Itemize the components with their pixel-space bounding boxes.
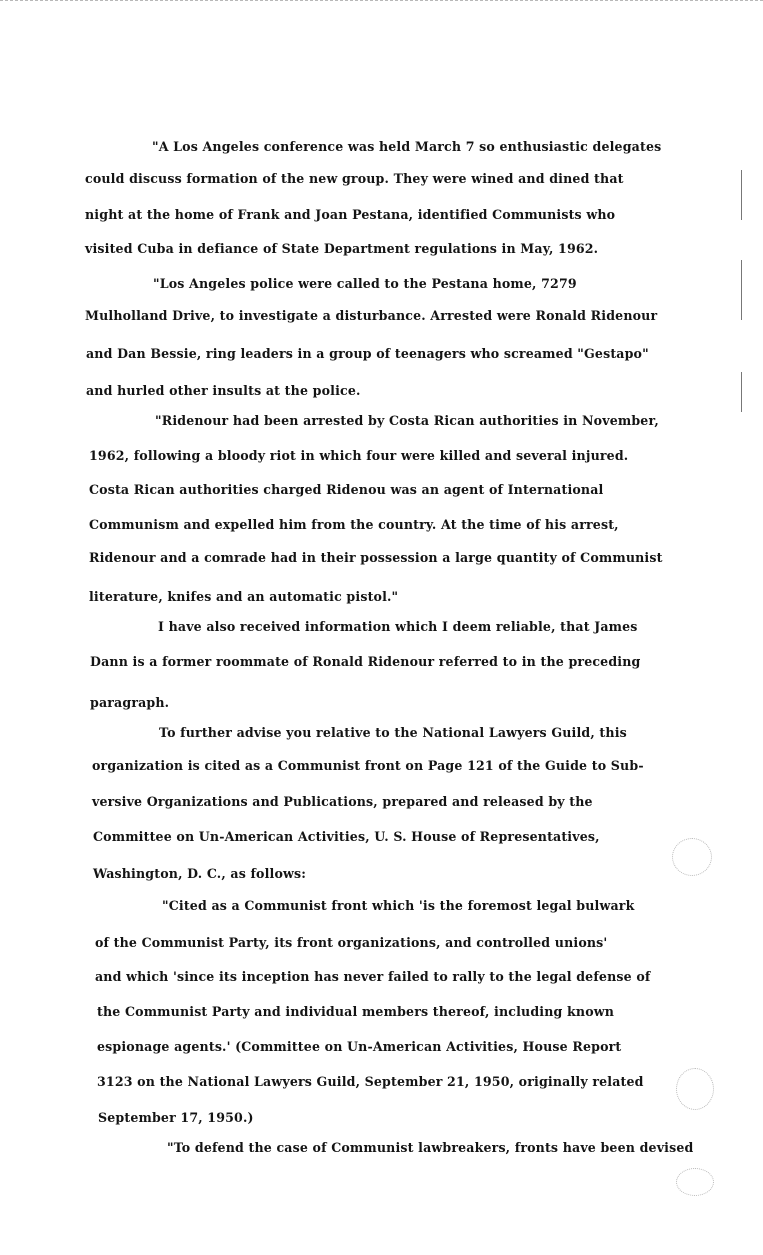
text-line: "A Los Angeles conference was held March 7 so enthusiastic delegates (152, 139, 662, 154)
text-line: "Cited as a Communist front which 'is the foremost legal bulwark (162, 898, 635, 913)
margin-mark (741, 372, 742, 412)
text-line: of the Communist Party, its front organizations, and controlled unions' (95, 935, 608, 950)
text-line: 3123 on the National Lawyers Guild, September 21, 1950, originally related (97, 1074, 644, 1089)
text-line: "Los Angeles police were called to the Pestana home, 7279 (153, 276, 577, 291)
scan-speck (676, 1068, 714, 1110)
text-line: paragraph. (90, 695, 170, 710)
text-line: "To defend the case of Communist lawbreakers, fronts have been devised (167, 1140, 694, 1155)
text-line: Dann is a former roommate of Ronald Ridenour referred to in the preceding (90, 654, 641, 669)
scan-speck (676, 1168, 714, 1196)
page-top-edge (0, 0, 763, 1)
margin-mark (741, 260, 742, 320)
text-line: Ridenour and a comrade had in their possession a large quantity of Communist (89, 550, 663, 565)
text-line: Mulholland Drive, to investigate a disturbance. Arrested were Ronald Ridenour (85, 308, 658, 323)
text-line: To further advise you relative to the National Lawyers Guild, this (159, 725, 627, 740)
text-line: visited Cuba in defiance of State Department regulations in May, 1962. (85, 241, 599, 256)
text-line: the Communist Party and individual members thereof, including known (97, 1004, 615, 1019)
text-line: versive Organizations and Publications, prepared and released by the (92, 794, 593, 809)
text-line: 1962, following a bloody riot in which four were killed and several injured. (89, 448, 629, 463)
text-line: organization is cited as a Communist front on Page 121 of the Guide to Sub- (92, 758, 644, 773)
text-line: "Ridenour had been arrested by Costa Rican authorities in November, (155, 413, 659, 428)
text-line: I have also received information which I deem reliable, that James (158, 619, 638, 634)
text-line: and which 'since its inception has never failed to rally to the legal defense of (95, 969, 651, 984)
text-line: could discuss formation of the new group. They were wined and dined that (85, 171, 624, 186)
text-line: and Dan Bessie, ring leaders in a group of teenagers who screamed "Gestapo" (86, 346, 649, 361)
text-line: Communism and expelled him from the country. At the time of his arrest, (89, 517, 619, 532)
text-line: Washington, D. C., as follows: (93, 866, 307, 881)
scan-speck (672, 838, 712, 876)
text-line: espionage agents.' (Committee on Un-American Activities, House Report (97, 1039, 622, 1054)
text-line: and hurled other insults at the police. (86, 383, 361, 398)
text-line: Costa Rican authorities charged Ridenou was an agent of International (89, 482, 604, 497)
text-line: September 17, 1950.) (98, 1110, 254, 1125)
text-line: literature, knifes and an automatic pistol." (89, 589, 399, 604)
text-line: Committee on Un-American Activities, U. S. House of Representatives, (93, 829, 600, 844)
margin-mark (741, 170, 742, 220)
text-line: night at the home of Frank and Joan Pestana, identified Communists who (85, 207, 616, 222)
